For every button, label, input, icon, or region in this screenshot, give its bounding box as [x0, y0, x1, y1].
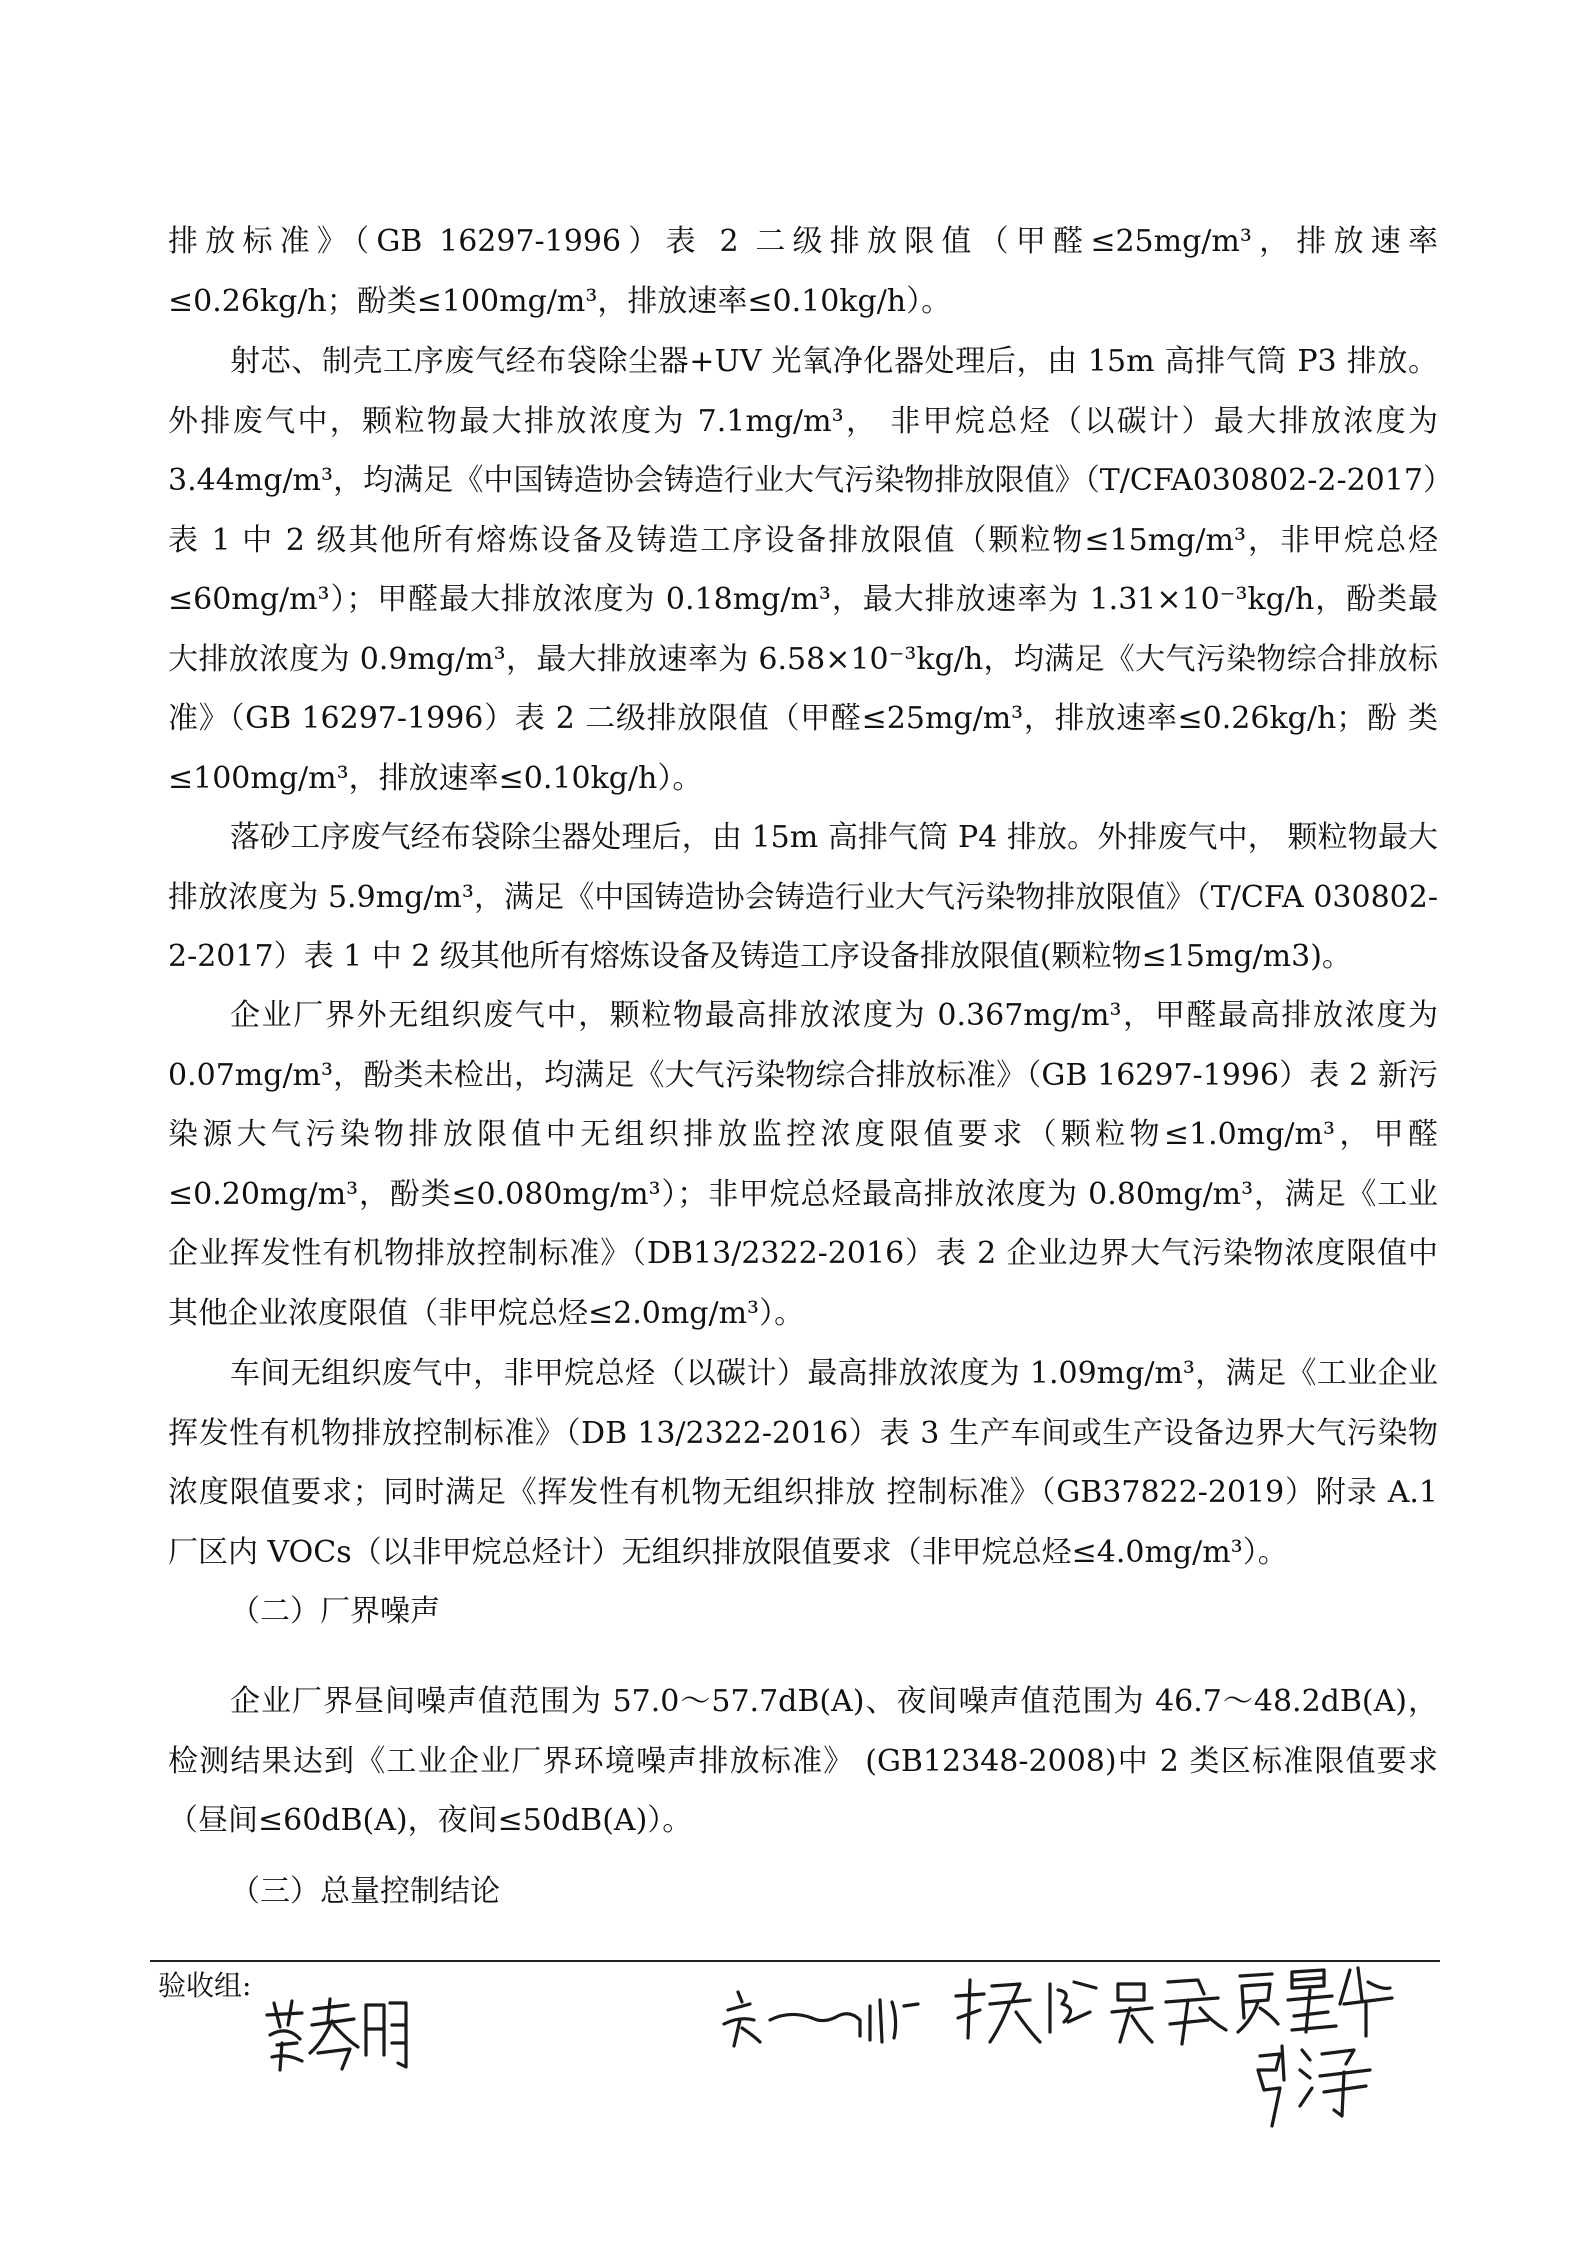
- handwritten-signature-4: [1108, 1972, 1238, 2056]
- handwritten-signature-2: [720, 1980, 930, 2054]
- heading-total-control: （三）总量控制结论: [230, 1874, 500, 1909]
- signature-label: 验收组:: [158, 1969, 252, 2002]
- paragraph-continuation: 排放标准》（GB 16297-1996）表 2 二级排放限值（甲醛≤25mg/m³，排放速率≤0.26kg/h；酚类≤100mg/m³，排放速率≤0.10kg/h）。: [168, 224, 1438, 319]
- paragraph-fugitive-workshop: 车间无组织废气中，非甲烷总烃（以碳计）最高排放浓度为 1.09mg/m³，满足《工业企业挥发性有机物排放控制标准》（DB 13/2322-2016）表 3 生产车间或生产设备边界大气污染物浓度限值要求；同时满足《挥发性有机物无组织排放 控制标准》（GB37822-2019）附录 A.1 厂区内 VOCs（以非甲烷总烃计）无组织排放限值要求（非甲烷总烃≤4.0mg/m³）。: [168, 1356, 1438, 1570]
- handwritten-signature-5: [1232, 1960, 1402, 2044]
- handwritten-signature-6: [1250, 2040, 1390, 2134]
- handwritten-signature-3: [950, 1972, 1100, 2056]
- paragraph-p3-exhaust: 射芯、制壳工序废气经布袋除尘器+UV 光氧净化器处理后，由 15m 高排气筒 P3 排放。外排废气中，颗粒物最大排放浓度为 7.1mg/m³， 非甲烷总烃（以碳计）最大排放浓度为 3.44mg/m³，均满足《中国铸造协会铸造行业大气污染物排放限值》（T/CFA030802-2-2017）表 1 中 2 级其他所有熔炼设备及铸造工序设备排放限值（颗粒物≤15mg/m³，非甲烷总烃≤60mg/m³）；甲醛最大排放浓度为 0.18mg/m³，最大排放速率为 1.31×10⁻³kg/h，酚类最大排放浓度为 0.9mg/m³，最大排放速率为 6.58×10⁻³kg/h，均满足《大气污染物综合排放标准》（GB 16297-1996）表 2 二级排放限值（甲醛≤25mg/m³，排放速率≤0.26kg/h；酚 类≤100mg/m³，排放速率≤0.10kg/h）。: [168, 344, 1438, 796]
- paragraph-fugitive-boundary: 企业厂界外无组织废气中，颗粒物最高排放浓度为 0.367mg/m³，甲醛最高排放浓度为 0.07mg/m³，酚类未检出，均满足《大气污染物综合排放标准》（GB 16297-1996）表 2 新污染源大气污染物排放限值中无组织排放监控浓度限值要求（颗粒物≤1.0mg/m³，甲醛≤0.20mg/m³，酚类≤0.080mg/m³）；非甲烷总烃最高排放浓度为 0.80mg/m³，满足《工业企业挥发性有机物排放控制标准》（DB13/2322-2016）表 2 企业边界大气污染物浓度限值中其他企业浓度限值（非甲烷总烃≤2.0mg/m³）。: [168, 998, 1438, 1331]
- handwritten-signature-1: [262, 1995, 412, 2079]
- paragraph-noise: 企业厂界昼间噪声值范围为 57.0～57.7dB(A)、夜间噪声值范围为 46.7～48.2dB(A)，检测结果达到《工业企业厂界环境噪声排放标准》 (GB12348-2008)中 2 类区标准限值要求（昼间≤60dB(A)，夜间≤50dB(A)）。: [168, 1684, 1438, 1838]
- paragraph-p4-exhaust: 落砂工序废气经布袋除尘器处理后，由 15m 高排气筒 P4 排放。外排废气中， 颗粒物最大排放浓度为 5.9mg/m³，满足《中国铸造协会铸造行业大气污染物排放限值》（T/CFA 030802-2-2017）表 1 中 2 级其他所有熔炼设备及铸造工序设备排放限值(颗粒物≤15mg/m3)。: [168, 820, 1438, 974]
- heading-boundary-noise: （二）厂界噪声: [230, 1594, 440, 1629]
